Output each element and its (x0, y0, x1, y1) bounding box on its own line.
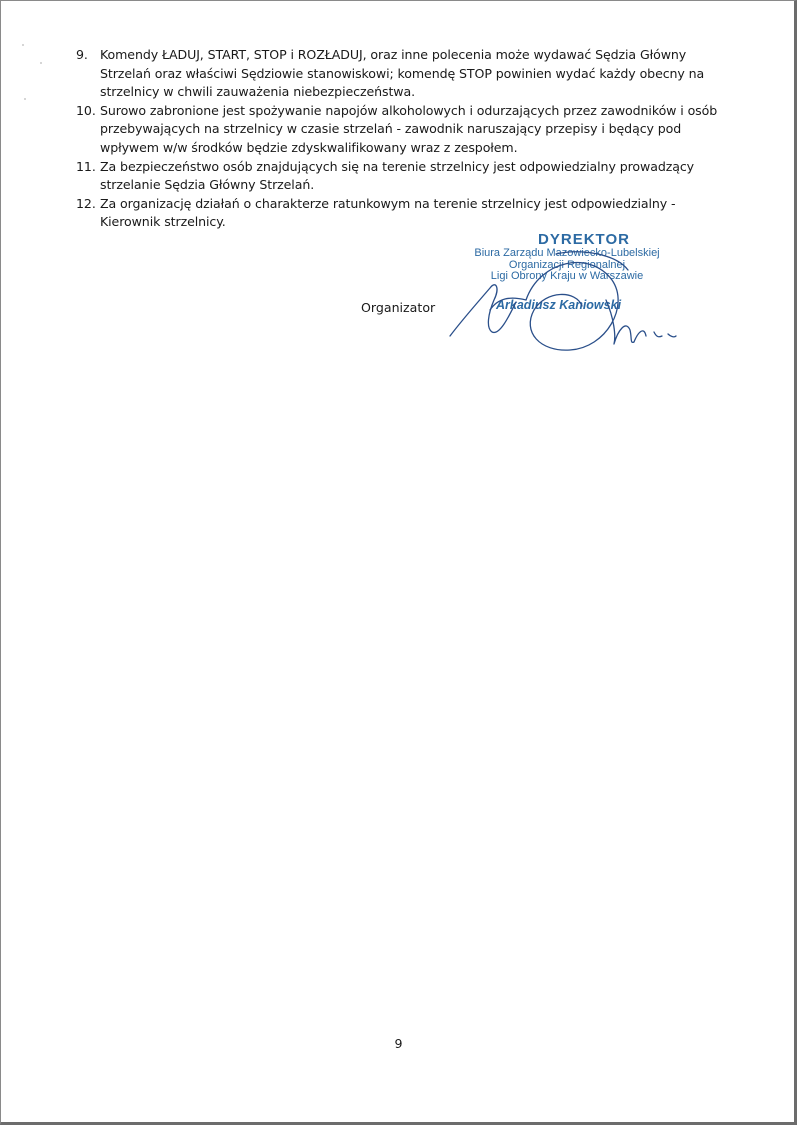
organizer-label: Organizator (361, 300, 436, 315)
page-number: 9 (394, 1036, 403, 1051)
scan-speck (24, 98, 26, 100)
stamp-line: Biura Zarządu Mazowiecko-Lubelskiej (474, 247, 660, 259)
stamp-line: Ligi Obrony Kraju w Warszawie (490, 270, 644, 282)
signature-stroke (556, 252, 628, 270)
signature-stroke (450, 285, 516, 336)
signature-stroke (654, 332, 676, 337)
list-item (76, 102, 736, 158)
list-item-number: 10. (76, 102, 96, 118)
signature-stroke (490, 298, 526, 310)
stamp-name: Arkadiusz Kaniowski (496, 298, 622, 312)
rules-list (76, 46, 736, 232)
scan-speck (22, 44, 24, 46)
list-item-number: 9. (76, 47, 88, 62)
list-item-text: Komendy ŁADUJ, START, STOP i ROZŁADUJ, oraz inne polecenia może wydawać Sędzia Główny Strzelań oraz właściwi Sędziowie stanowiskowi; komendę STOP powinien wydać każdy obecny na strzelnicy w chwili zauważenia niebezpieczeństwa. (100, 47, 705, 100)
list-item (76, 158, 736, 195)
list-item-text: Za organizację działań o charakterze ratunkowym na terenie strzelnicy jest odpowiedzialny - Kierownik strzelnicy. (100, 195, 676, 230)
scan-speck (40, 62, 42, 64)
handwritten-signature (430, 240, 690, 360)
list-item-text: Za bezpieczeństwo osób znajdujących się na terenie strzelnicy jest odpowiedzialny prowadzący strzelanie Sędzia Główny Strzelań. (100, 158, 695, 193)
list-item (76, 195, 736, 232)
stamp-line: Organizacji Regionalnej (508, 258, 626, 271)
list-item-number: 12. (76, 195, 96, 211)
stamp-title: DYREKTOR (538, 231, 630, 248)
signature-stroke (526, 263, 618, 351)
list-item-text: Surowo zabronione jest spożywanie napojów alkoholowych i odurzających przez zawodników i osób przebywających na strzelnicy w czasie strzelań - zawodnik naruszający przepisy i będący pod wpływem w/w środków będzie zdyskwalifikowany wraz z zespołem. (100, 102, 718, 155)
list-item-number: 11. (76, 158, 96, 174)
list-item (76, 46, 736, 102)
